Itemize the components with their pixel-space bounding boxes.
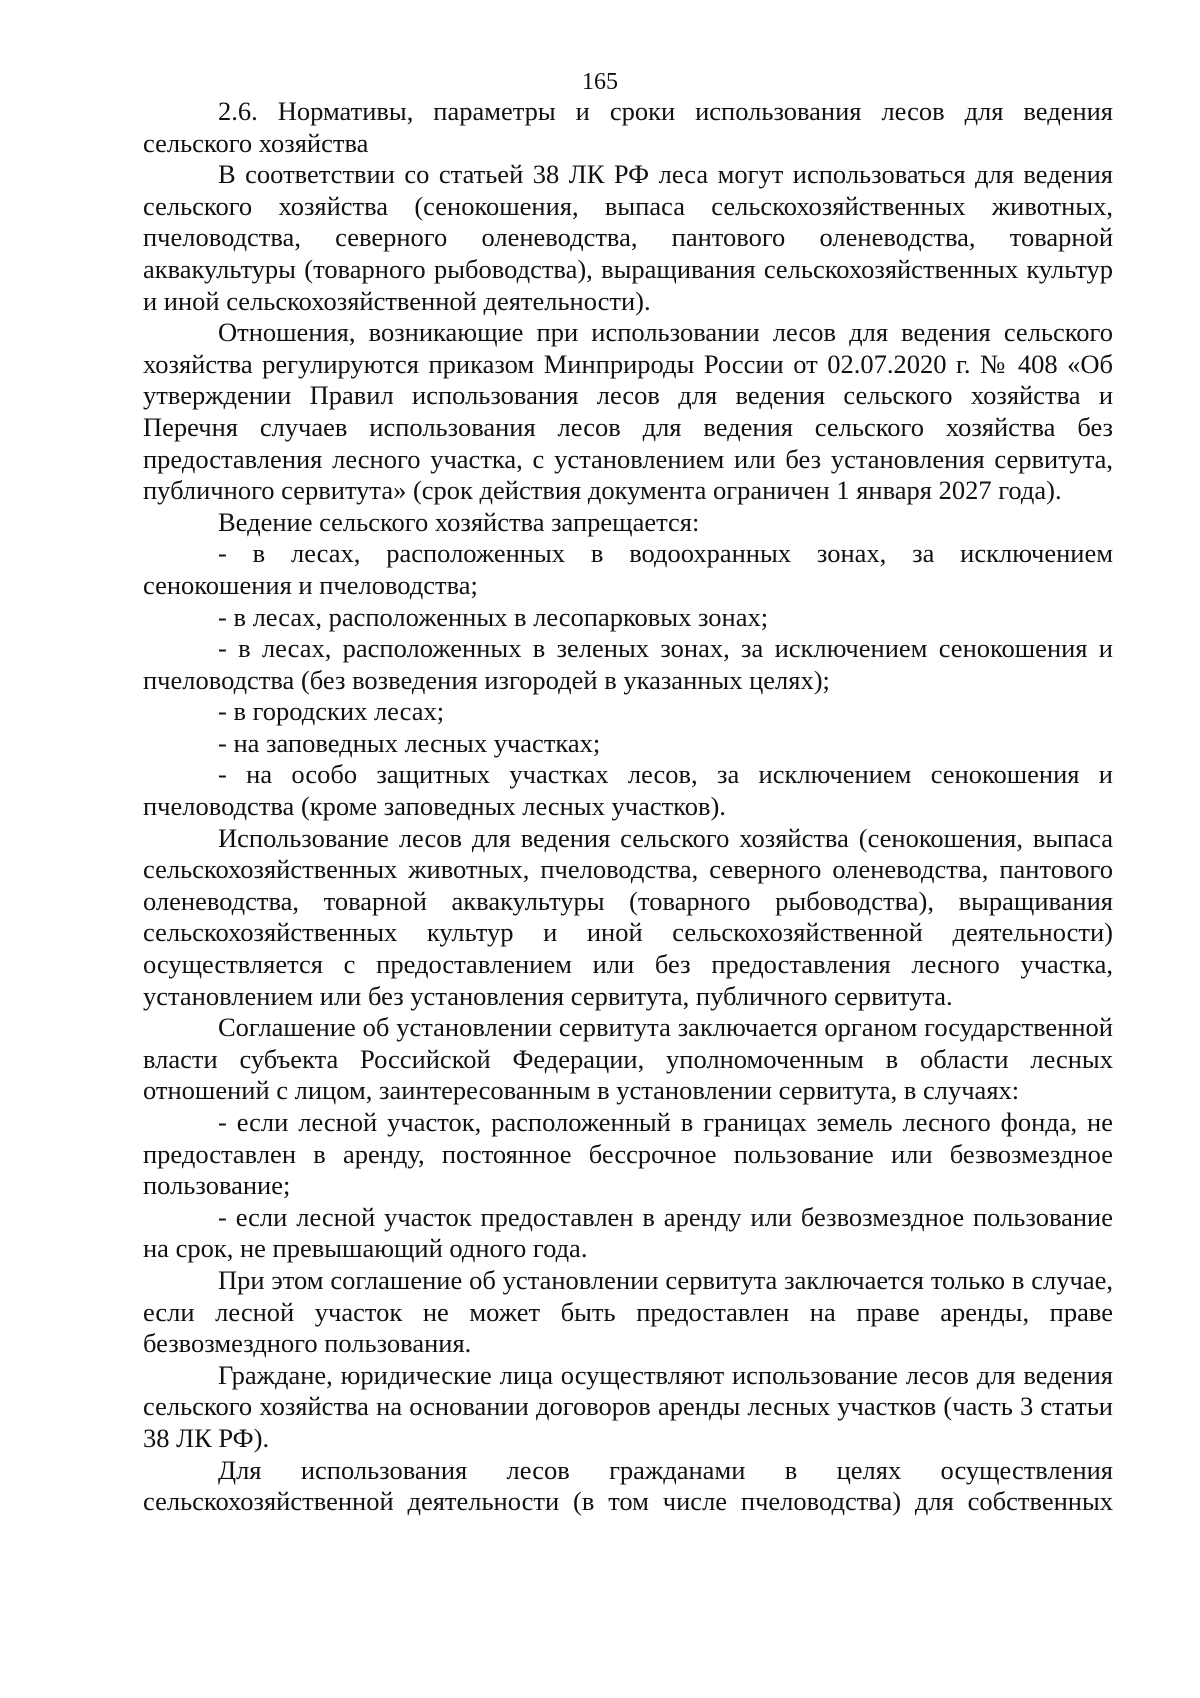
list-item: - в лесах, расположенных в водоохранных зонах, за исключением сенокошения и пчеловодства; bbox=[143, 538, 1113, 600]
list-item: - если лесной участок предоставлен в аренду или безвозмездное пользование на срок, не превышающий одного года. bbox=[143, 1201, 1113, 1264]
list-item: - если лесной участок, расположенный в границах земель лесного фонда, не предоставлен в аренду, постоянное бессрочное пользование или безвозмездное пользование; bbox=[143, 1107, 1113, 1201]
paragraph: В соответствии со статьей 38 ЛК РФ леса могут использоваться для ведения сельского хозяйства (сенокошения, выпаса сельскохозяйственных животных, пчеловодства, северного оленеводства, пантового оленеводства, товарной аквакультуры (товарного рыбоводства), выращивания сельскохозяйственных культур и иной сельскохозяйственной деятельности). bbox=[143, 159, 1113, 316]
paragraph: Граждане, юридические лица осуществляют использование лесов для ведения сельского хозяйства на основании договоров аренды лесных участков (часть 3 статьи 38 ЛК РФ). bbox=[143, 1359, 1113, 1453]
list-item: - в лесах, расположенных в зеленых зонах, за исключением сенокошения и пчеловодства (без возведения изгородей в указанных целях); bbox=[143, 633, 1113, 695]
list-item: - в лесах, расположенных в лесопарковых зонах; bbox=[218, 601, 769, 632]
page-number: 165 bbox=[582, 69, 618, 95]
paragraph: Ведение сельского хозяйства запрещается: bbox=[218, 506, 700, 537]
paragraph: Для использования лесов гражданами в целях осуществления сельскохозяйственной деятельности (в том числе пчеловодства) для собственных bbox=[143, 1454, 1113, 1517]
list-item: - на особо защитных участках лесов, за исключением сенокошения и пчеловодства (кроме заповедных лесных участков). bbox=[143, 759, 1113, 822]
paragraph: Соглашение об установлении сервитута заключается органом государственной власти субъекта Российской Федерации, уполномоченным в области лесных отношений с лицом, заинтересованным в установлении сервитута, в случаях: bbox=[143, 1012, 1113, 1106]
paragraph: Использование лесов для ведения сельского хозяйства (сенокошения, выпаса сельскохозяйственных животных, пчеловодства, северного оленеводства, пантового оленеводства, товарной аквакультуры (товарного рыбоводства), выращивания сельскохозяйственных культур и иной сельскохозяйственной деятельности) осуществляется с предоставлением или без предоставления лесного участка, установлением или без установления сервитута, публичного сервитута. bbox=[143, 822, 1113, 1011]
document-body bbox=[143, 96, 1113, 1518]
list-item: - в городских лесах; bbox=[218, 696, 445, 727]
paragraph: Отношения, возникающие при использовании лесов для ведения сельского хозяйства регулируются приказом Минприроды России от 02.07.2020 г. № 408 «Об утверждении Правил использования лесов для ведения сельского хозяйства и Перечня случаев использования лесов для ведения сельского хозяйства без предоставления лесного участка, с установлением или без установления сервитута, публичного сервитута» (срок действия документа ограничен 1 января 2027 года). bbox=[143, 317, 1113, 506]
list-item: - на заповедных лесных участках; bbox=[218, 727, 601, 758]
section-heading: 2.6. Нормативы, параметры и сроки использования лесов для ведения сельского хозяйства bbox=[143, 96, 1113, 158]
paragraph: При этом соглашение об установлении сервитута заключается только в случае, если лесной участок не может быть предоставлен на праве аренды, праве безвозмездного пользования. bbox=[143, 1264, 1113, 1359]
